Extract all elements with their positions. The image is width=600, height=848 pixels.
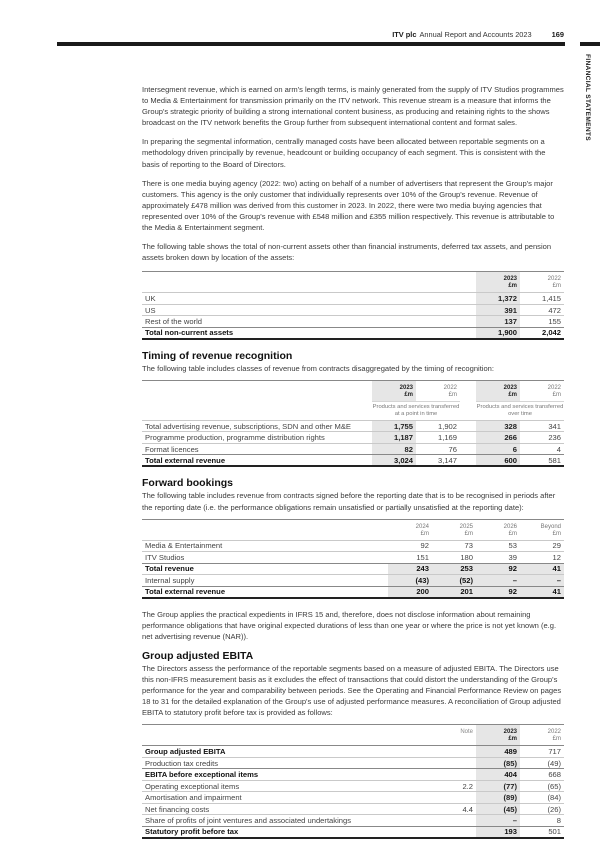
forward-bookings-table [142, 519, 564, 599]
section-heading-forward-bookings: Forward bookings [142, 477, 234, 490]
table-row: Rest of the world 137 155 [142, 316, 564, 328]
section-heading-timing: Timing of revenue recognition [142, 349, 293, 362]
col-header: 2022 £m [520, 380, 564, 401]
table-total-row: Total non-current assets 1,900 2,042 [142, 327, 564, 339]
table-total-row: Total external revenue 3,024 3,147 600 581 [142, 455, 564, 467]
group-header-over-time: Products and services transferred over time [476, 401, 564, 420]
table-row: ITV Studios 151 180 39 12 [142, 552, 564, 564]
section-intro: The following table includes revenue from contracts signed before the reporting date that is to be recognised in periods after the reporting date (i.e. the performance obligations remain unsatisfied or partially unsatisfied at the reporting date): [142, 491, 556, 512]
col-header: 2023 £m [372, 380, 416, 401]
intro-paragraph: There is one media buying agency (2022: two) acting on behalf of a number of advertisers that represent the Group's major customers. This agency is the only customer that individually represents over 10% of the Group's revenue. Revenue of approximately £478 million was derived from this customer in 2023. In 2022, there were two media buying agencies that represented over 10% of the Group's revenue with £548 million and £355 million respectively. This revenue is attributable to the Media & Entertainment segment. [142, 178, 555, 233]
section-intro: The Directors assess the performance of the reportable segments based on a measure of adjusted EBITA. The Directors use this non-IFRS measurement basis as it excludes the effect of transactions that could distort the understanding of the Group's performance for the year and comparability between periods. See the Operating and Financial Performance Review on pages 18 to 31 for the detailed explanation of the Group's use of adjusted performance measures. A reconciliation of Group adjusted EBITA to statutory profit before tax is provided as follows: [142, 663, 562, 718]
col-header: Beyond £m [520, 519, 564, 540]
table-row: EBITA before exceptional items 404 668 [142, 769, 564, 781]
top-rule [57, 42, 565, 46]
section-intro: The following table includes classes of revenue from contracts disaggregated by the timing of recognition: [142, 363, 494, 373]
col-header: 2022 £m [416, 380, 460, 401]
table-row: Net financing costs 4.4 (45) (26) [142, 803, 564, 815]
section-side-label: FINANCIAL STATEMENTS [584, 54, 591, 141]
table-row: Group adjusted EBITA 489 717 [142, 746, 564, 758]
table-row: Amortisation and impairment (89) (84) [142, 792, 564, 804]
side-tab-rule [580, 42, 600, 46]
table-row: Production tax credits (85) (49) [142, 757, 564, 769]
col-header-2023: 2023 £m [476, 272, 520, 293]
col-header: 2023 £m [476, 380, 520, 401]
page-number: 169 [551, 30, 564, 39]
col-header-2022: 2022 £m [520, 725, 564, 746]
table-row: Format licences 82 76 6 4 [142, 443, 564, 455]
page-content [142, 84, 564, 848]
table-row: Media & Entertainment 92 73 53 29 [142, 540, 564, 552]
table-row: Share of profits of joint ventures and associated undertakings – 8 [142, 815, 564, 827]
timing-revenue-table [142, 380, 564, 468]
intro-paragraph: In preparing the segmental information, centrally managed costs have been allocated between reportable segments on a methodology driven principally by revenue, headcount or building occupancy of each segment. This is consistent with the basis of reporting to the Board of Directors. [142, 137, 546, 169]
non-current-assets-table [142, 271, 564, 340]
table-total-row: Total external revenue 200 201 92 41 [142, 586, 564, 598]
ebita-reconciliation-table [142, 724, 564, 839]
page-header [392, 30, 564, 39]
group-header-point-in-time: Products and services transferred at a point in time [372, 401, 460, 420]
intro-paragraph: Intersegment revenue, which is earned on arm's length terms, is mainly generated from the supply of ITV Studios programmes to Media & Entertainment for transmission primarily on the ITV network. This revenue stream is a measure that informs the Group's strategic priority of building a strong international content business, as producing and retaining rights to the shows broadcast on the ITV network benefits the Group further from subsequent international content and format sales. [142, 85, 564, 128]
table-total-row: Statutory profit before tax 193 501 [142, 826, 564, 838]
col-header: 2024 £m [388, 519, 432, 540]
col-header-2023: 2023 £m [476, 725, 520, 746]
table-row: US 391 472 [142, 304, 564, 316]
ifrs15-note: The Group applies the practical expedients in IFRS 15 and, therefore, does not disclose information about remaining performance obligations that have original expected durations of less than one year or where the price is not yet known (e.g. net advertising revenue (NAR)). [142, 609, 557, 641]
section-heading-ebita: Group adjusted EBITA [142, 649, 254, 662]
table-row: Operating exceptional items 2.2 (77) (65) [142, 780, 564, 792]
table-row: Programme production, programme distribution rights 1,187 1,169 266 236 [142, 432, 564, 444]
intro-paragraph: The following table shows the total of non-current assets other than financial instruments, deferred tax assets, and pension assets broken down by location of the assets: [142, 242, 552, 263]
note-col-header: Note [432, 725, 476, 746]
brand-name: ITV plc [392, 30, 417, 39]
table-subtotal-row: Total revenue 243 253 92 41 [142, 563, 564, 575]
col-header: 2025 £m [432, 519, 476, 540]
col-header: 2026 £m [476, 519, 520, 540]
table-row: UK 1,372 1,415 [142, 293, 564, 305]
col-header-2022: 2022 £m [520, 272, 564, 293]
table-row: Total advertising revenue, subscriptions, SDN and other M&E 1,755 1,902 328 341 [142, 420, 564, 432]
table-row: Internal supply (43) (52) – – [142, 575, 564, 587]
report-title: Annual Report and Accounts 2023 [419, 30, 532, 39]
